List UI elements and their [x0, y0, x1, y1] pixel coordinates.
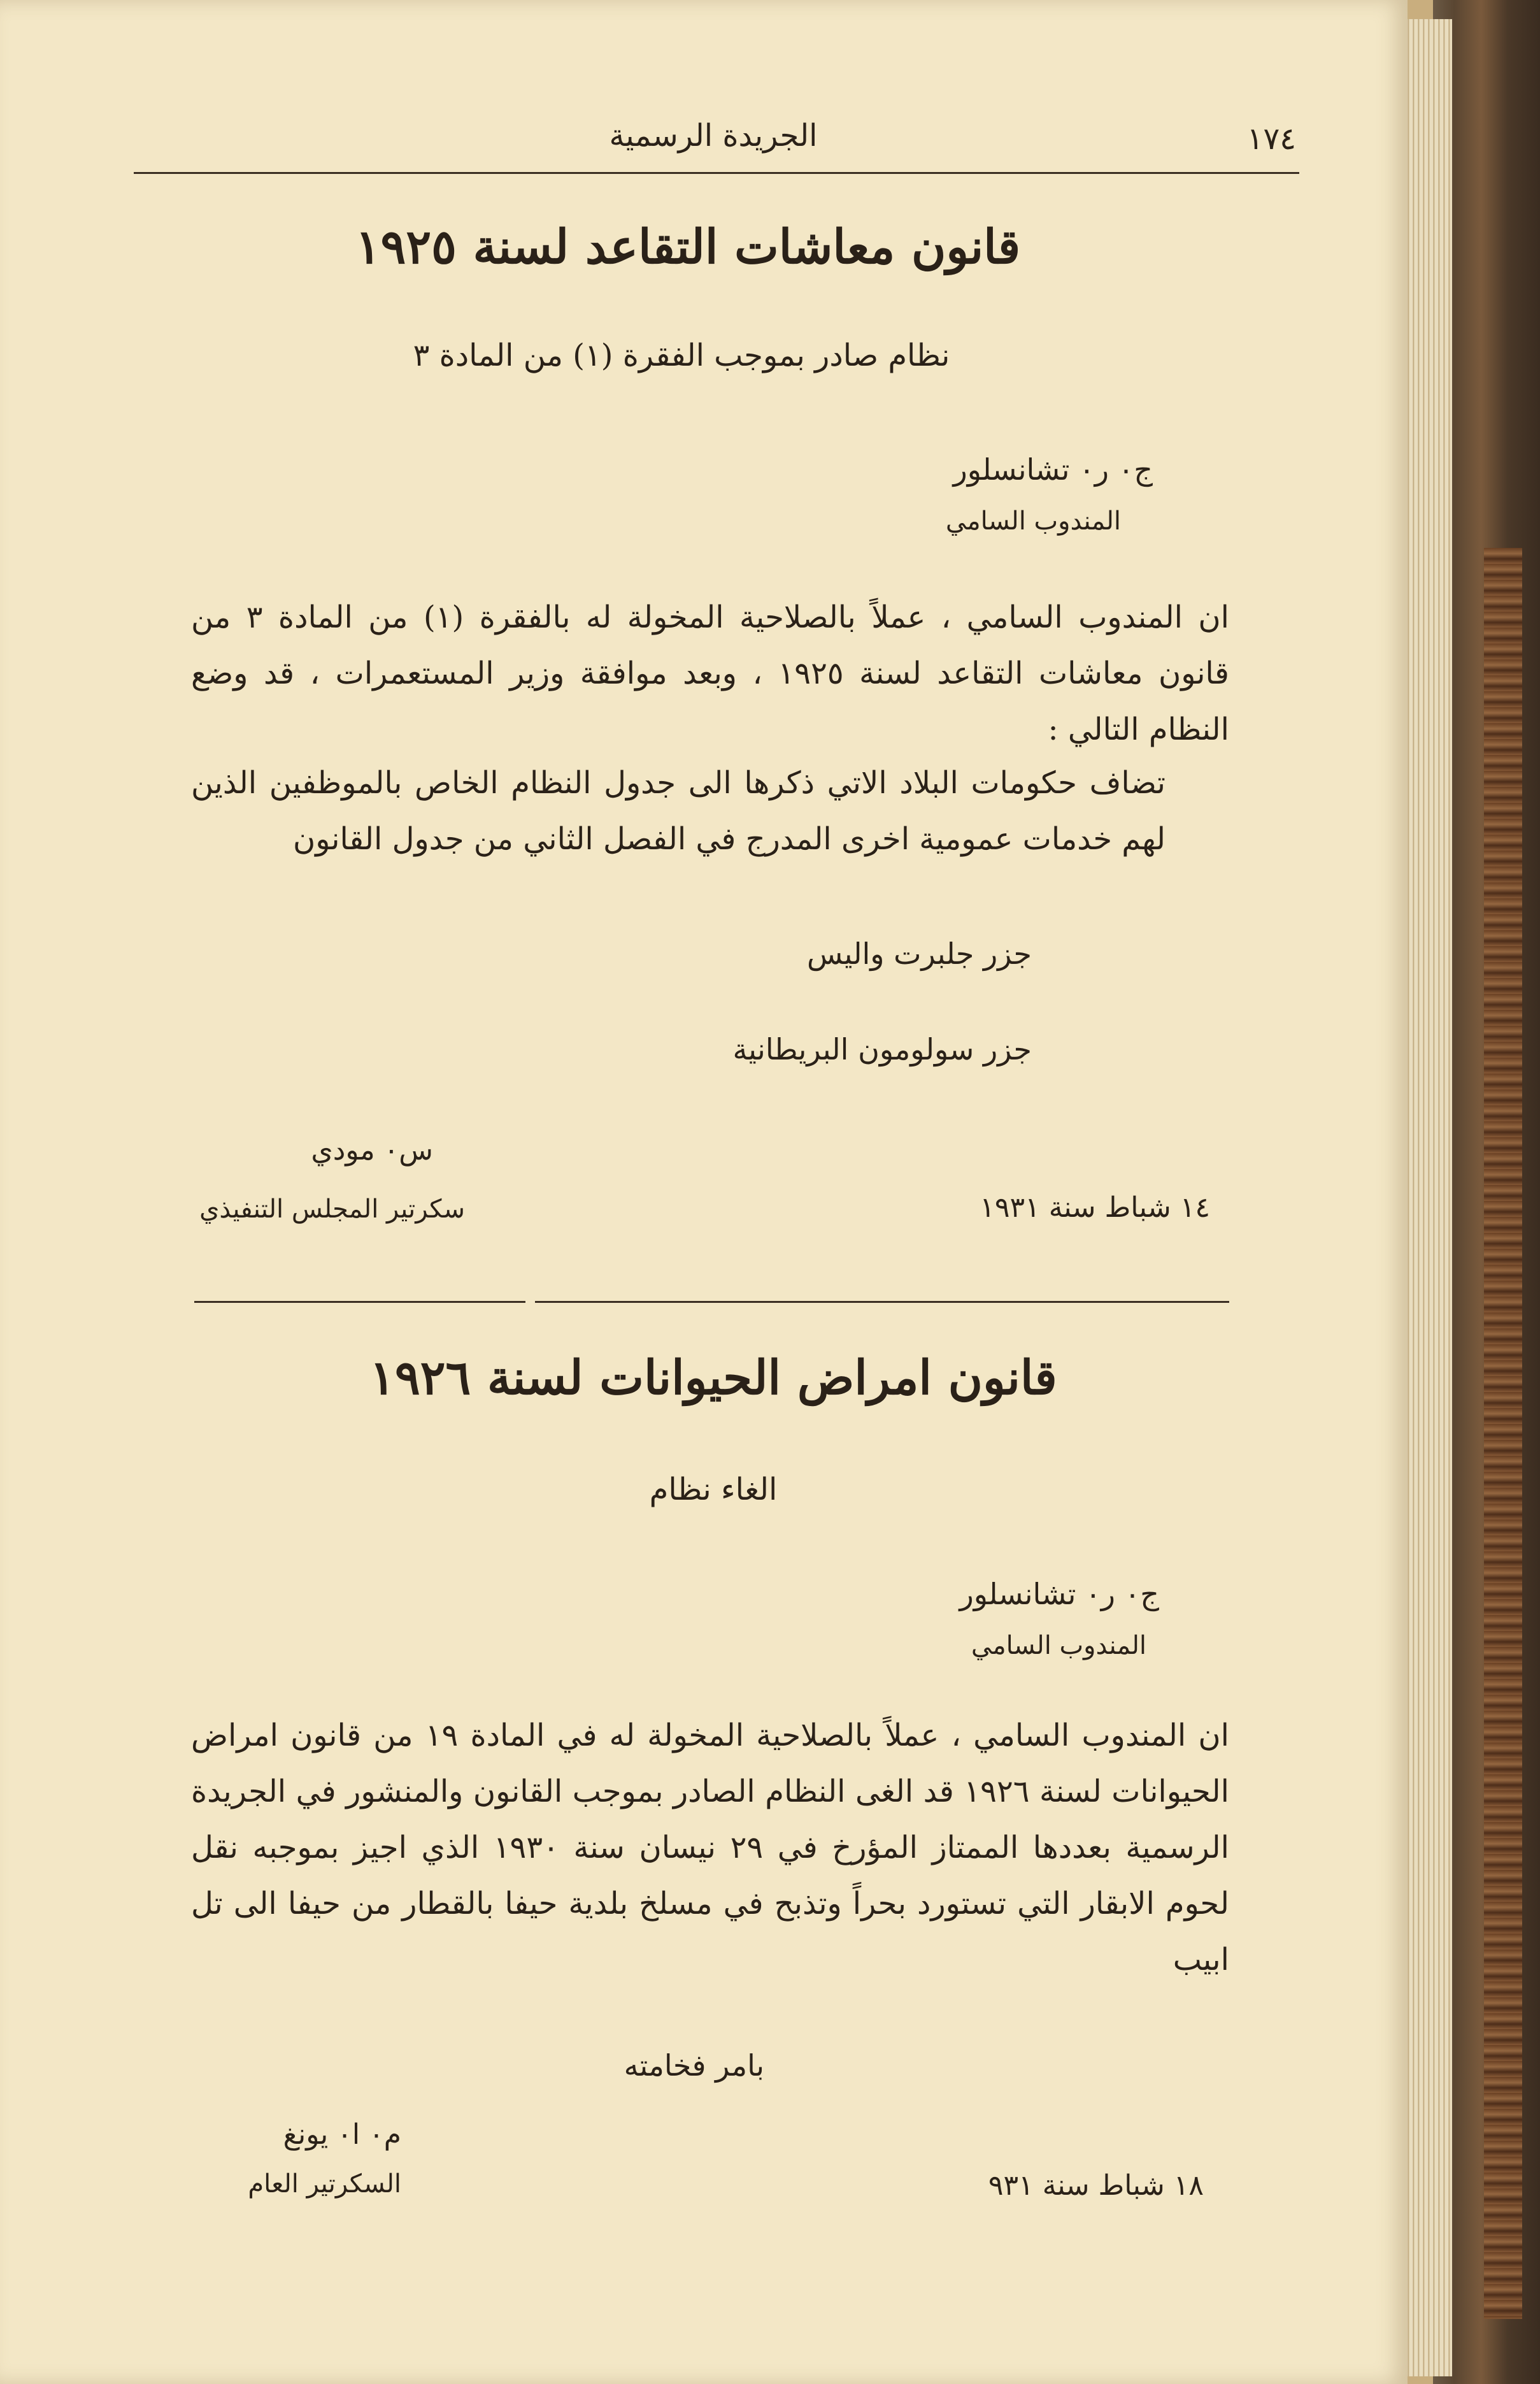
section-divider-left [194, 1301, 525, 1303]
section2-paragraph: ان المندوب السامي ، عملاً بالصلاحية المخولة له في المادة ١٩ من قانون امراض الحيوانات لسنة ١٩٢٦ قد الغى النظام الصادر بموجب القانون والمنشور في الجريدة الرسمية بعددها الممتاز المؤرخ في ٢٩ نيسان سنة ١٩٣٠ الذي اجيز بموجبه نقل لحوم الابقار التي تستورد بحراً وتذبح في مسلخ بلدية حيفا بالقطار من حيفا الى تل ابيب [191, 1718, 1230, 1978]
section1-secretary-role: سكرتير المجلس التنفيذي [199, 1195, 465, 1224]
section2-subtitle: الغاء نظام [649, 1472, 778, 1507]
section1-title: قانون معاشات التقاعد لسنة ١٩٢٥ [355, 220, 1021, 275]
section1-secretary-name: س٠ مودي [311, 1134, 433, 1167]
section1-signature-role: المندوب السامي [945, 506, 1121, 536]
section1-paragraph2: تضاف حكومات البلاد الاتي ذكرها الى جدول النظام الخاص بالموظفين الذين لهم خدمات عمومية اخرى المدرج في الفصل الثاني من جدول القانون [191, 765, 1166, 857]
section1-subtitle: نظام صادر بموجب الفقرة (١) من المادة ٣ [413, 338, 950, 373]
section1-signature-name: ج٠ ر٠ تشانسلور [953, 452, 1153, 487]
section2-secretary-role: السكرتير العام [248, 2169, 401, 2199]
section2-signature-name: ج٠ ر٠ تشانسلور [959, 1577, 1159, 1611]
section2-signature-role: المندوب السامي [971, 1631, 1146, 1660]
section1-date: ١٤ شباط سنة ١٩٣١ [980, 1191, 1210, 1224]
header-rule [134, 172, 1299, 174]
section2-by-order: بامر فخامته [624, 2048, 764, 2083]
page-stack-edge [1404, 19, 1452, 2376]
section2-secretary-name: م٠ ا٠ يونغ [283, 2118, 401, 2151]
section1-item-gilbert: جزر جلبرت واليس [806, 937, 1032, 971]
section2-date: ١٨ شباط سنة ٩٣١ [988, 2169, 1204, 2202]
marbled-cover-edge [1484, 548, 1522, 2319]
section1-item-solomon: جزر سولومون البريطانية [732, 1032, 1032, 1066]
section2-title: قانون امراض الحيوانات لسنة ١٩٢٦ [369, 1351, 1057, 1405]
page-number: ١٧٤ [1246, 121, 1296, 157]
running-title: الجريدة الرسمية [609, 118, 818, 154]
section1-paragraph1: ان المندوب السامي ، عملاً بالصلاحية المخولة له بالفقرة (١) من المادة ٣ من قانون معاشات التقاعد لسنة ١٩٢٥ ، وبعد موافقة وزير المستعمرات ، قد وضع النظام التالي : [191, 600, 1230, 747]
section-divider-right [535, 1301, 1229, 1303]
